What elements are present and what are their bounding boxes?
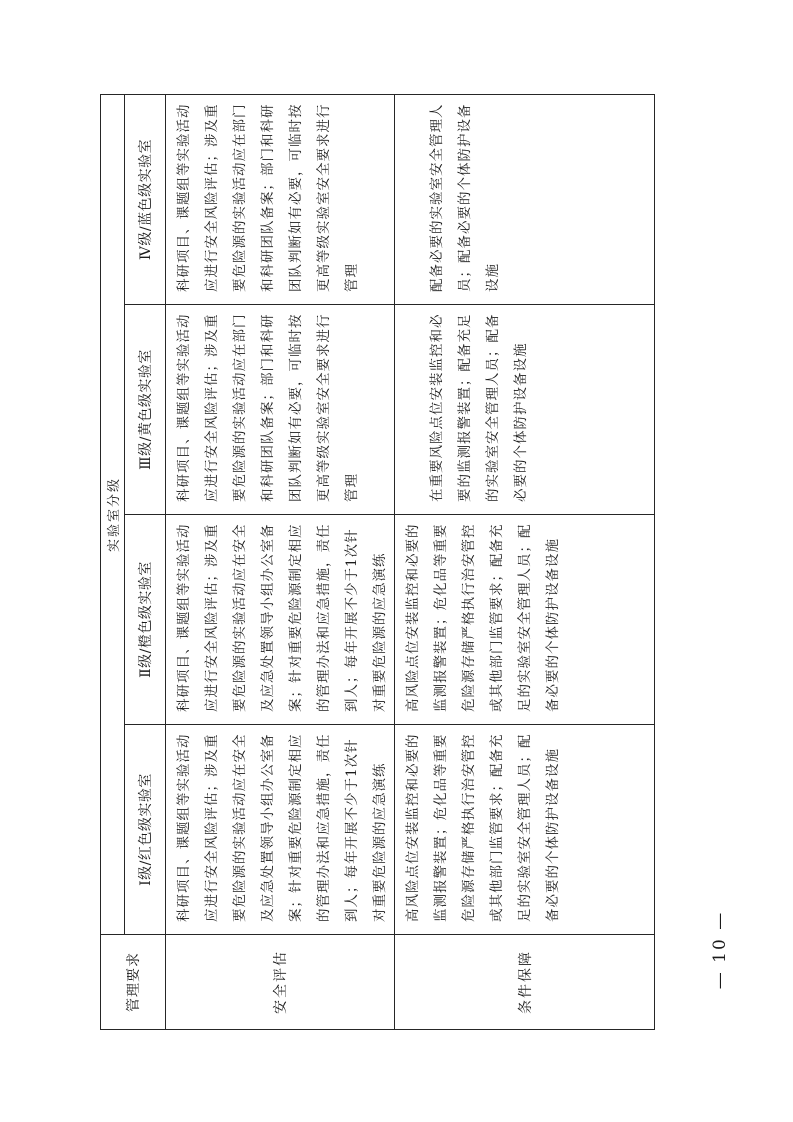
cell-text-line: 员；配备必要的个体防护设备: [457, 103, 473, 292]
cell-text-line: 到人；每年开展不少于1次针: [344, 528, 360, 712]
cell-text-line: 设施: [485, 263, 501, 292]
cell-text-line: 危险源存储严格执行治安管控: [461, 523, 477, 712]
header-management-requirement: 管理要求: [101, 935, 166, 1030]
header-level-2: Ⅱ级/橙色级实验室: [125, 515, 166, 725]
cell-text-line: 备必要的个体防护设备设施: [545, 748, 561, 922]
header-level-3: Ⅲ级/黄色级实验室: [125, 305, 166, 515]
cell-text-line: 应进行安全风险评估；涉及重: [204, 523, 220, 712]
header-row-levels: [125, 94, 166, 1029]
cell-text-line: 高风险点位安装监控和必要的: [405, 733, 421, 922]
cell-text-line: 高风险点位安装监控和必要的: [405, 523, 421, 712]
cell-text-line: 管理: [344, 263, 360, 292]
cell-text-line: 要的监测报警装置；配备充足: [457, 313, 473, 502]
header-level-4: Ⅳ级/蓝色级实验室: [125, 94, 166, 304]
cell-text-line: 科研项目、课题组等实验活动: [176, 103, 192, 292]
row-label-condition-support: 条件保障: [395, 935, 655, 1030]
cell-text-line: 的管理办法和应急措施，责任: [316, 733, 332, 922]
cell-text-line: 危险源存储严格执行治安管控: [461, 733, 477, 922]
header-level-1: Ⅰ级/红色级实验室: [125, 725, 166, 935]
cell-text-line: 科研项目、课题组等实验活动: [176, 523, 192, 712]
header-row-classification: [101, 94, 125, 1029]
cell-text-line: 配备必要的实验室安全管理人: [429, 103, 445, 292]
lab-classification-table: [100, 94, 655, 1030]
table-row-safety-assessment: [166, 94, 395, 1029]
cell-text-line: 监测报警装置；危化品等重要: [433, 523, 449, 712]
cell-text-line: 或其他部门监管要求；配备充: [489, 733, 505, 922]
cell-text-line: 和科研团队备案；部门和科研: [260, 313, 276, 502]
cell-text-line: 及应急处置领导小组办公室备: [260, 523, 276, 712]
cell-text-line: 在重要风险点位安装监控和必: [429, 313, 445, 502]
cell-condition-support-level-4: [395, 94, 655, 304]
cell-text-line: 对重要危险源的应急演练: [372, 762, 388, 922]
cell-text-line: 案；针对重要危险源制定相应: [288, 523, 304, 712]
cell-text-line: 监测报警装置；危化品等重要: [433, 733, 449, 922]
cell-condition-support-level-2: [395, 515, 655, 725]
cell-text-line: 及应急处置领导小组办公室备: [260, 733, 276, 922]
cell-safety-assessment-level-1: [166, 725, 395, 935]
cell-text-line: 要危险源的实验活动应在部门: [232, 103, 248, 292]
cell-text-line: 对重要危险源的应急演练: [372, 552, 388, 712]
cell-safety-assessment-level-4: [166, 94, 395, 304]
cell-text-line: 管理: [344, 473, 360, 502]
cell-text-line: 要危险源的实验活动应在安全: [232, 523, 248, 712]
cell-text-line: 和科研团队备案；部门和科研: [260, 103, 276, 292]
cell-text-line: 要危险源的实验活动应在部门: [232, 313, 248, 502]
cell-text-line: 科研项目、课题组等实验活动: [176, 733, 192, 922]
header-lab-classification: 实验室分级: [101, 94, 125, 934]
cell-text-line: 团队判断如有必要，可临时按: [288, 103, 304, 292]
cell-condition-support-level-1: [395, 725, 655, 935]
row-label-safety-assessment: 安全评估: [166, 935, 395, 1030]
cell-text-line: 备必要的个体防护设备设施: [545, 538, 561, 712]
cell-condition-support-level-3: [395, 305, 655, 515]
cell-text-line: 到人；每年开展不少于1次针: [344, 738, 360, 922]
cell-text-line: 必要的个体防护设备设施: [513, 342, 529, 502]
cell-text-line: 的实验室安全管理人员；配备: [485, 313, 501, 502]
cell-text-line: 应进行安全风险评估；涉及重: [204, 733, 220, 922]
cell-safety-assessment-level-2: [166, 515, 395, 725]
page-number: — 10 —: [710, 910, 730, 990]
cell-text-line: 或其他部门监管要求；配备充: [489, 523, 505, 712]
cell-safety-assessment-level-3: [166, 305, 395, 515]
cell-text-line: 科研项目、课题组等实验活动: [176, 313, 192, 502]
cell-text-line: 团队判断如有必要，可临时按: [288, 313, 304, 502]
cell-text-line: 案；针对重要危险源制定相应: [288, 733, 304, 922]
cell-text-line: 更高等级实验室安全要求进行: [316, 103, 332, 292]
cell-text-line: 应进行安全风险评估；涉及重: [204, 313, 220, 502]
cell-text-line: 应进行安全风险评估；涉及重: [204, 103, 220, 292]
cell-text-line: 的管理办法和应急措施，责任: [316, 523, 332, 712]
cell-text-line: 更高等级实验室安全要求进行: [316, 313, 332, 502]
cell-text-line: 要危险源的实验活动应在安全: [232, 733, 248, 922]
table-row-condition-support: [395, 94, 655, 1029]
cell-text-line: 足的实验室安全管理人员；配: [517, 733, 533, 922]
cell-text-line: 足的实验室安全管理人员；配: [517, 523, 533, 712]
